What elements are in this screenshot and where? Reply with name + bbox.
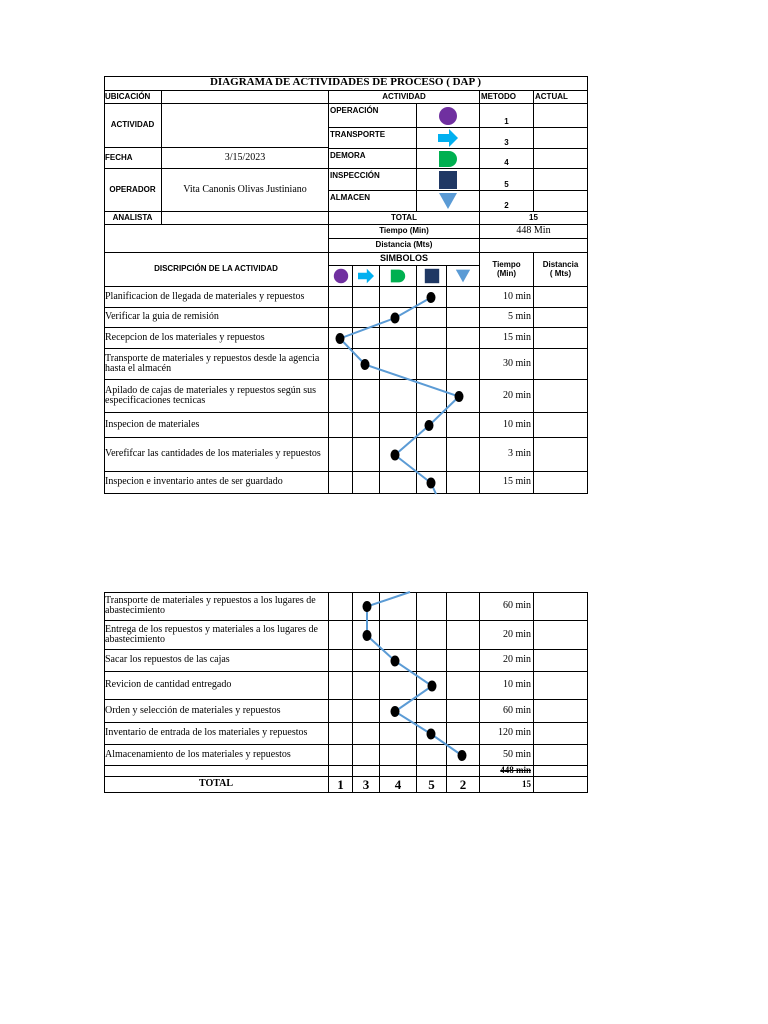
- symbol-cell: [380, 380, 417, 413]
- symbol-cell: [447, 349, 480, 380]
- fecha-value: 3/15/2023: [162, 148, 329, 169]
- symbol-cell: [380, 621, 417, 650]
- activity-description: Verefifcar las cantidades de los materiales y repuestos: [104, 438, 329, 472]
- activity-type-label: ALMACEN: [329, 191, 417, 212]
- activity-distance: [534, 745, 588, 766]
- symbol-column-header: [353, 266, 380, 287]
- symbol-cell: [380, 592, 417, 621]
- activity-time: 60 min: [480, 592, 534, 621]
- activity-type-actual: [534, 128, 588, 149]
- activity-time: 30 min: [480, 349, 534, 380]
- activity-description: Revicion de cantidad entregado: [104, 672, 329, 700]
- summary-tiempo-value: 448 Min: [480, 225, 588, 239]
- blank-cell: [104, 766, 329, 777]
- symbol-cell: [329, 328, 353, 349]
- operador-value: Vita Canonis Olivas Justiniano: [162, 169, 329, 212]
- symbol-column-header: [380, 266, 417, 287]
- activity-distance: [534, 723, 588, 745]
- activity-type-count: 3: [480, 128, 534, 149]
- symbol-cell: [353, 438, 380, 472]
- symbol-cell: [329, 472, 353, 494]
- actividad-label: ACTIVIDAD: [104, 104, 162, 148]
- symbol-cell: [417, 621, 447, 650]
- symbol-cell: [329, 349, 353, 380]
- activity-time: 20 min: [480, 621, 534, 650]
- activity-distance: [534, 287, 588, 308]
- activity-distance: [534, 700, 588, 723]
- activity-time: 50 min: [480, 745, 534, 766]
- simbolos-header: SIMBOLOS: [329, 253, 480, 266]
- activity-description: Transporte de materiales y repuestos a los lugares de abastecimiento: [104, 592, 329, 621]
- symbol-cell: [380, 766, 417, 777]
- symbol-cell: [447, 328, 480, 349]
- footer-total-value: 15: [480, 777, 534, 793]
- symbol-cell: [417, 287, 447, 308]
- symbol-cell: [353, 287, 380, 308]
- actividad-header: ACTIVIDAD: [329, 91, 480, 104]
- activity-description: Inspecion de materiales: [104, 413, 329, 438]
- square-icon: [438, 170, 458, 190]
- symbol-cell: [329, 766, 353, 777]
- d-shape-icon: [438, 149, 458, 169]
- symbol-cell: [417, 700, 447, 723]
- symbol-cell: [353, 380, 380, 413]
- symbol-cell: [353, 308, 380, 328]
- activity-description: Transporte de materiales y repuestos desde la agencia hasta el almacén: [104, 349, 329, 380]
- operador-label: OPERADOR: [104, 169, 162, 212]
- activity-type-symbol: [417, 149, 480, 169]
- symbol-column-header: [329, 266, 353, 287]
- symbol-cell: [329, 700, 353, 723]
- symbol-cell: [380, 349, 417, 380]
- activity-type-label: OPERACIÓN: [329, 104, 417, 128]
- symbol-cell: [380, 308, 417, 328]
- symbol-cell: [380, 438, 417, 472]
- symbol-cell: [417, 328, 447, 349]
- descripcion-header: DISCRIPCIÓN DE LA ACTIVIDAD: [104, 253, 329, 287]
- activity-type-label: INSPECCIÓN: [329, 169, 417, 191]
- symbol-cell: [353, 723, 380, 745]
- actual-header: ACTUAL: [534, 91, 588, 104]
- symbol-cell: [329, 672, 353, 700]
- activity-type-count: 5: [480, 169, 534, 191]
- square-icon: [424, 268, 440, 284]
- symbol-cell: [353, 650, 380, 672]
- symbol-cell: [380, 413, 417, 438]
- symbol-cell: [329, 621, 353, 650]
- footer-symbol-count: 5: [417, 777, 447, 793]
- symbol-column-header: [417, 266, 447, 287]
- symbol-column-header: [447, 266, 480, 287]
- symbol-cell: [380, 328, 417, 349]
- activity-distance: [534, 328, 588, 349]
- symbol-cell: [380, 650, 417, 672]
- symbol-cell: [380, 745, 417, 766]
- symbol-cell: [380, 723, 417, 745]
- activity-distance: [534, 472, 588, 494]
- activity-type-symbol: [417, 191, 480, 212]
- activity-distance: [534, 349, 588, 380]
- symbol-cell: [417, 413, 447, 438]
- summary-total-label: TOTAL: [329, 212, 480, 225]
- symbol-cell: [329, 592, 353, 621]
- symbol-cell: [329, 745, 353, 766]
- symbol-cell: [353, 745, 380, 766]
- symbol-cell: [447, 438, 480, 472]
- symbol-cell: [447, 413, 480, 438]
- summary-distancia-label: Distancia (Mts): [329, 239, 480, 253]
- activity-time: 60 min: [480, 700, 534, 723]
- analista-value: [162, 212, 329, 225]
- summary-distancia-value: [480, 239, 588, 253]
- triangle-down-icon: [438, 191, 458, 211]
- activity-distance: [534, 621, 588, 650]
- symbol-cell: [417, 745, 447, 766]
- activity-time: 15 min: [480, 328, 534, 349]
- symbol-cell: [329, 308, 353, 328]
- symbol-cell: [380, 472, 417, 494]
- blank-cell: [104, 225, 329, 253]
- symbol-cell: [329, 650, 353, 672]
- activity-distance: [534, 592, 588, 621]
- symbol-cell: [353, 766, 380, 777]
- symbol-cell: [417, 308, 447, 328]
- symbol-cell: [417, 650, 447, 672]
- activity-description: Orden y selección de materiales y repuestos: [104, 700, 329, 723]
- symbol-cell: [447, 308, 480, 328]
- activity-time: 15 min: [480, 472, 534, 494]
- activity-type-count: 2: [480, 191, 534, 212]
- activity-description: Sacar los repuestos de las cajas: [104, 650, 329, 672]
- symbol-cell: [447, 592, 480, 621]
- activity-type-actual: [534, 149, 588, 169]
- activity-description: Planificacion de llegada de materiales y repuestos: [104, 287, 329, 308]
- activity-type-symbol: [417, 169, 480, 191]
- fecha-label: FECHA: [104, 148, 162, 169]
- symbol-cell: [447, 650, 480, 672]
- circle-icon: [438, 106, 458, 126]
- summary-tiempo-label: Tiempo (Min): [329, 225, 480, 239]
- symbol-cell: [417, 672, 447, 700]
- symbol-cell: [417, 472, 447, 494]
- symbol-cell: [353, 672, 380, 700]
- footer-symbol-count: 2: [447, 777, 480, 793]
- symbol-cell: [417, 349, 447, 380]
- blank-cell: [534, 766, 588, 777]
- symbol-cell: [380, 672, 417, 700]
- symbol-cell: [447, 672, 480, 700]
- activity-time: 10 min: [480, 287, 534, 308]
- symbol-cell: [417, 592, 447, 621]
- tiempo-header: Tiempo (Min): [480, 253, 534, 287]
- symbol-cell: [417, 380, 447, 413]
- symbol-cell: [353, 472, 380, 494]
- symbol-cell: [329, 413, 353, 438]
- footer-total-time: 448 min: [480, 766, 534, 777]
- blank-cell: [534, 777, 588, 793]
- symbol-cell: [447, 700, 480, 723]
- activity-type-count: 1: [480, 104, 534, 128]
- activity-type-actual: [534, 169, 588, 191]
- activity-distance: [534, 308, 588, 328]
- activity-distance: [534, 650, 588, 672]
- symbol-cell: [329, 723, 353, 745]
- activity-distance: [534, 380, 588, 413]
- analista-label: ANALISTA: [104, 212, 162, 225]
- activity-type-symbol: [417, 104, 480, 128]
- activity-distance: [534, 438, 588, 472]
- footer-symbol-count: 4: [380, 777, 417, 793]
- activity-time: 120 min: [480, 723, 534, 745]
- symbol-cell: [353, 349, 380, 380]
- circle-icon: [333, 268, 349, 284]
- footer-total-label: TOTAL: [104, 777, 329, 793]
- activity-description: Almacenamiento de los materiales y repuestos: [104, 745, 329, 766]
- activity-type-label: TRANSPORTE: [329, 128, 417, 149]
- symbol-cell: [447, 380, 480, 413]
- activity-time: 10 min: [480, 413, 534, 438]
- arrow-right-icon: [438, 128, 458, 148]
- symbol-cell: [447, 621, 480, 650]
- symbol-cell: [447, 287, 480, 308]
- symbol-cell: [329, 287, 353, 308]
- symbol-cell: [353, 592, 380, 621]
- activity-time: 10 min: [480, 672, 534, 700]
- ubicacion-value: [162, 91, 329, 104]
- activity-description: Recepcion de los materiales y repuestos: [104, 328, 329, 349]
- activity-type-actual: [534, 191, 588, 212]
- activity-time: 3 min: [480, 438, 534, 472]
- footer-symbol-count: 1: [329, 777, 353, 793]
- symbol-cell: [380, 700, 417, 723]
- activity-distance: [534, 413, 588, 438]
- symbol-cell: [353, 413, 380, 438]
- symbol-cell: [353, 700, 380, 723]
- symbol-cell: [447, 766, 480, 777]
- summary-total-value: 15: [480, 212, 588, 225]
- symbol-cell: [447, 745, 480, 766]
- symbol-cell: [353, 328, 380, 349]
- symbol-cell: [329, 438, 353, 472]
- activity-type-label: DEMORA: [329, 149, 417, 169]
- activity-type-symbol: [417, 128, 480, 149]
- activity-description: Entrega de los repuestos y materiales a los lugares de abastecimiento: [104, 621, 329, 650]
- activity-description: Apilado de cajas de materiales y repuestos según sus especificaciones tecnicas: [104, 380, 329, 413]
- symbol-cell: [353, 621, 380, 650]
- symbol-cell: [380, 287, 417, 308]
- activity-time: 20 min: [480, 380, 534, 413]
- distancia-header: Distancia ( Mts): [534, 253, 588, 287]
- symbol-cell: [417, 766, 447, 777]
- metodo-header: METODO: [480, 91, 534, 104]
- symbol-cell: [329, 380, 353, 413]
- ubicacion-label: UBICACIÓN: [104, 91, 162, 104]
- symbol-cell: [417, 438, 447, 472]
- triangle-down-icon: [455, 268, 471, 284]
- symbol-cell: [447, 472, 480, 494]
- footer-symbol-count: 3: [353, 777, 380, 793]
- actividad-value: [162, 104, 329, 148]
- activity-description: Verificar la guia de remisión: [104, 308, 329, 328]
- page-title: DIAGRAMA DE ACTIVIDADES DE PROCESO ( DAP ): [104, 76, 588, 91]
- activity-time: 20 min: [480, 650, 534, 672]
- symbol-cell: [417, 723, 447, 745]
- activity-description: Inventario de entrada de los materiales y repuestos: [104, 723, 329, 745]
- activity-type-count: 4: [480, 149, 534, 169]
- activity-description: Inspecion e inventario antes de ser guardado: [104, 472, 329, 494]
- symbol-cell: [447, 723, 480, 745]
- arrow-right-icon: [358, 268, 374, 284]
- activity-time: 5 min: [480, 308, 534, 328]
- d-shape-icon: [390, 268, 406, 284]
- activity-distance: [534, 672, 588, 700]
- activity-type-actual: [534, 104, 588, 128]
